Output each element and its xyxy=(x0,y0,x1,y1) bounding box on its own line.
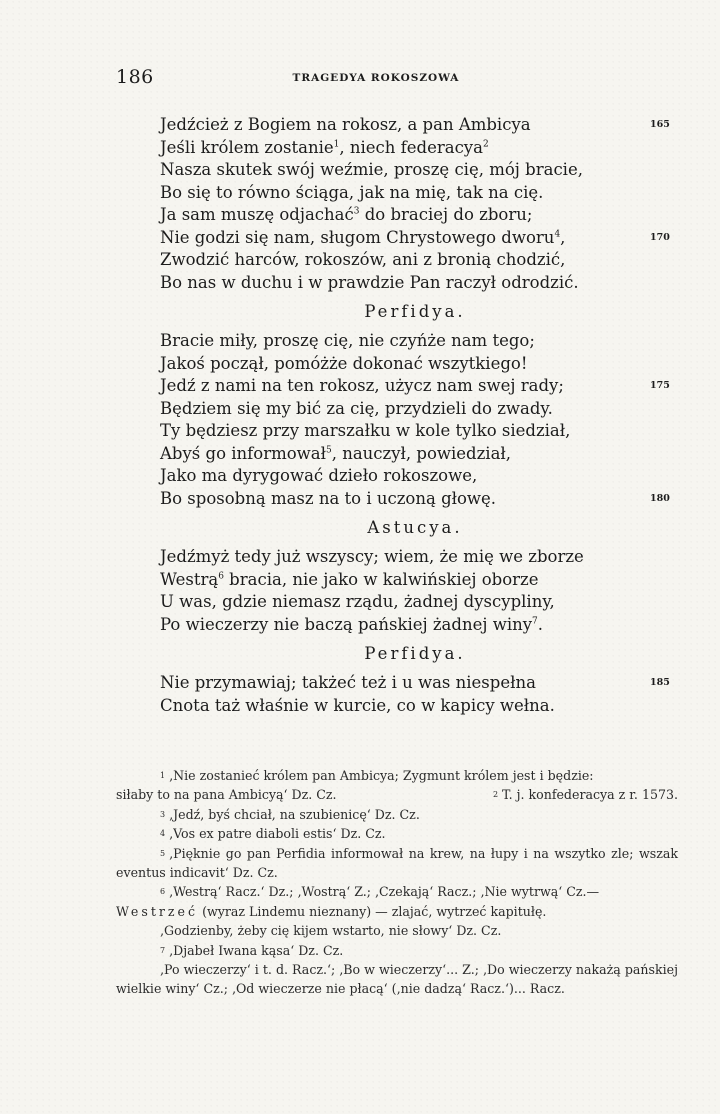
verse-line xyxy=(160,159,640,182)
verse-text: Cnota taż właśnie w kurcie, co w kapicy wełna. xyxy=(160,695,555,715)
verse-line xyxy=(160,488,670,511)
footnote-6-quote xyxy=(116,921,678,940)
verse-text: bracia, nie jako w kalwińskiej oborze xyxy=(223,569,539,589)
footnote-text: T. j. konfederacya z r. 1573. xyxy=(502,787,678,803)
footnote-number: 1 xyxy=(160,771,166,780)
footnote-text: ‚Vos ex patre diaboli estis‘ Dz. Cz. xyxy=(169,826,386,842)
verse-line xyxy=(160,227,670,250)
footnote-1-2-row xyxy=(116,785,678,804)
verse-text: U was, gdzie niemasz rządu, żadnej dyscypliny, xyxy=(160,592,555,611)
verse-text: Ja sam muszę odjachać xyxy=(160,205,354,224)
verse-text: Nie godzi się nam, sługom Chrystowego dworu xyxy=(160,227,555,247)
verse-line xyxy=(160,204,640,227)
verse-text: Abyś go informował xyxy=(160,443,326,463)
footnote-1 xyxy=(116,766,678,785)
verse-text: Jeśli królem zostanie xyxy=(160,137,334,157)
footnote-text: ‚Po wieczerzy‘ i t. d. Racz.‘; ‚Bo w wieczerzy‘... Z.; ‚Do wieczerzy nakażą pańskiej wielkie winy‘ Cz.; ‚Od wieczerze nie płacą‘ (‚nie dadzą‘ Racz.‘)... Racz. xyxy=(116,962,678,997)
footnote-number: 2 xyxy=(492,790,499,800)
verse-text: Bracie miły, proszę cię, nie czyńże nam tego; xyxy=(160,331,535,350)
footnote-3 xyxy=(116,805,678,824)
footnote-text: ‚Pięknie go pan Perfidia informował na krew, na łupy i na wszytko zle; wszak eventus indicavit‘ Dz. Cz. xyxy=(116,845,678,881)
verse-line xyxy=(160,420,640,443)
line-number: 175 xyxy=(650,380,670,391)
speaker-name: Perfidya. xyxy=(364,644,466,663)
line-number: 165 xyxy=(650,119,670,130)
footnote-text: ‚Westrą‘ Racz.‘ Dz.; ‚Wostrą‘ Z.; ‚Czekają‘ Racz.; ‚Nie wytrwą‘ Cz.— xyxy=(169,884,600,900)
verse-line xyxy=(160,443,640,466)
verse-text: Jedź z nami na ten rokosz, użycz nam swej rady; xyxy=(160,376,564,395)
verse-text: Bo sposobną masz na to i uczoną głowę. xyxy=(160,488,497,508)
footnote-2 xyxy=(493,785,678,804)
footnote-number: 6 xyxy=(160,887,166,897)
footnote-headword: Westrzeć xyxy=(116,903,199,919)
footnote-7 xyxy=(116,941,678,960)
verse-line xyxy=(160,569,640,592)
footnote-6-cont xyxy=(116,902,678,921)
footnote-ref: 4 xyxy=(554,229,561,239)
footnote-ref: 1 xyxy=(333,139,340,149)
footnote-text: ‚Jedź, byś chciał, na szubienicę‘ Dz. Cz. xyxy=(169,806,420,822)
page-number: 186 xyxy=(116,66,154,88)
verse-line xyxy=(160,614,640,637)
speaker-name: Perfidya. xyxy=(364,302,466,321)
verse-line xyxy=(160,353,640,376)
footnote-ref: 7 xyxy=(532,616,538,626)
footnote-4 xyxy=(116,824,678,843)
verse-text: Jedźcież z Bogiem na rokosz, a pan Ambicya xyxy=(160,115,531,134)
footnote-text: (wyraz Lindemu nieznany) — zlajać, wytrzeć kapitułę. xyxy=(202,903,547,919)
verse-line xyxy=(160,465,640,488)
footnote-7-cont xyxy=(116,960,678,999)
verse-text: Zwodzić harców, rokoszów, ani z bronią chodzić, xyxy=(160,250,566,269)
footnote-ref: 2 xyxy=(482,139,489,149)
verse-text: Bo nas w duchu i w prawdzie Pan raczył odrodzić. xyxy=(160,272,579,292)
verse-line xyxy=(160,114,670,137)
verse-text: , nauczył, powiedział, xyxy=(331,443,512,463)
footnote-text: siłaby to na pana Ambicyą‘ Dz. Cz. xyxy=(116,787,337,803)
running-head: TRAGEDYA ROKOSZOWA xyxy=(292,72,460,84)
footnote-ref: 5 xyxy=(325,445,332,455)
verse-text: Westrą xyxy=(160,569,219,589)
footnote-number: 7 xyxy=(160,945,166,955)
verse-line xyxy=(160,695,640,718)
footnote-ref: 3 xyxy=(353,206,360,217)
footnote-text: ‚Nie zostanieć królem pan Ambicya; Zygmunt królem jest i będzie: xyxy=(169,768,594,783)
footnote-text: ‚Djabeł Iwana kąsa‘ Dz. Cz. xyxy=(169,942,344,958)
verse-text: Jako ma dyrygować dzieło rokoszowe, xyxy=(160,466,478,485)
verse-text: , niech federacya xyxy=(339,137,483,157)
line-number: 170 xyxy=(650,231,670,243)
verse-text: Nasza skutek swój weźmie, proszę cię, mój bracie, xyxy=(160,160,583,179)
verse-text: Jedźmyż tedy już wszyscy; wiem, że mię we zborze xyxy=(160,547,584,566)
verse-text: Bo się to równo ściąga, jak na mię, tak na cię. xyxy=(160,182,544,202)
footnotes xyxy=(116,766,678,999)
verse-text: Jakoś począł, pomóżże dokonać wszytkiego! xyxy=(160,353,528,373)
page-header xyxy=(116,66,636,92)
verse-line xyxy=(160,672,670,695)
speaker-name: Astucya. xyxy=(367,518,463,537)
footnote-number: 5 xyxy=(160,848,166,858)
line-number: 180 xyxy=(650,492,670,504)
verse-text: . xyxy=(537,614,544,634)
footnote-6 xyxy=(116,882,678,901)
verse-text: Po wieczerzy nie baczą pańskiej żadnej winy xyxy=(160,614,533,634)
footnote-number: 3 xyxy=(160,809,166,819)
verse-line xyxy=(160,137,640,160)
verse-line xyxy=(160,249,640,272)
verse-line xyxy=(160,546,640,569)
footnote-5 xyxy=(116,844,678,883)
verse-line xyxy=(160,398,640,421)
verse-line xyxy=(160,375,670,398)
verse-line xyxy=(160,591,640,614)
verse-line xyxy=(160,182,640,205)
verse-text: , xyxy=(560,227,566,247)
verse-line xyxy=(160,330,640,353)
verse-text: do braciej do zboru; xyxy=(359,205,533,224)
footnote-ref: 6 xyxy=(218,571,224,581)
footnote-text: ‚Godzienby, żeby cię kijem wstarto, nie słowy‘ Dz. Cz. xyxy=(160,923,502,939)
verse-text: Będziem się my bić za cię, przydzieli do zwady. xyxy=(160,398,553,418)
verse-text: Nie przymawiaj; takżeć też i u was niespełna xyxy=(160,673,536,692)
verse-text: Ty będziesz przy marszałku w kole tylko siedział, xyxy=(160,421,571,440)
verse-line xyxy=(160,272,640,295)
line-number: 185 xyxy=(650,677,670,688)
footnote-number: 4 xyxy=(160,829,166,839)
verse-block xyxy=(160,114,670,717)
